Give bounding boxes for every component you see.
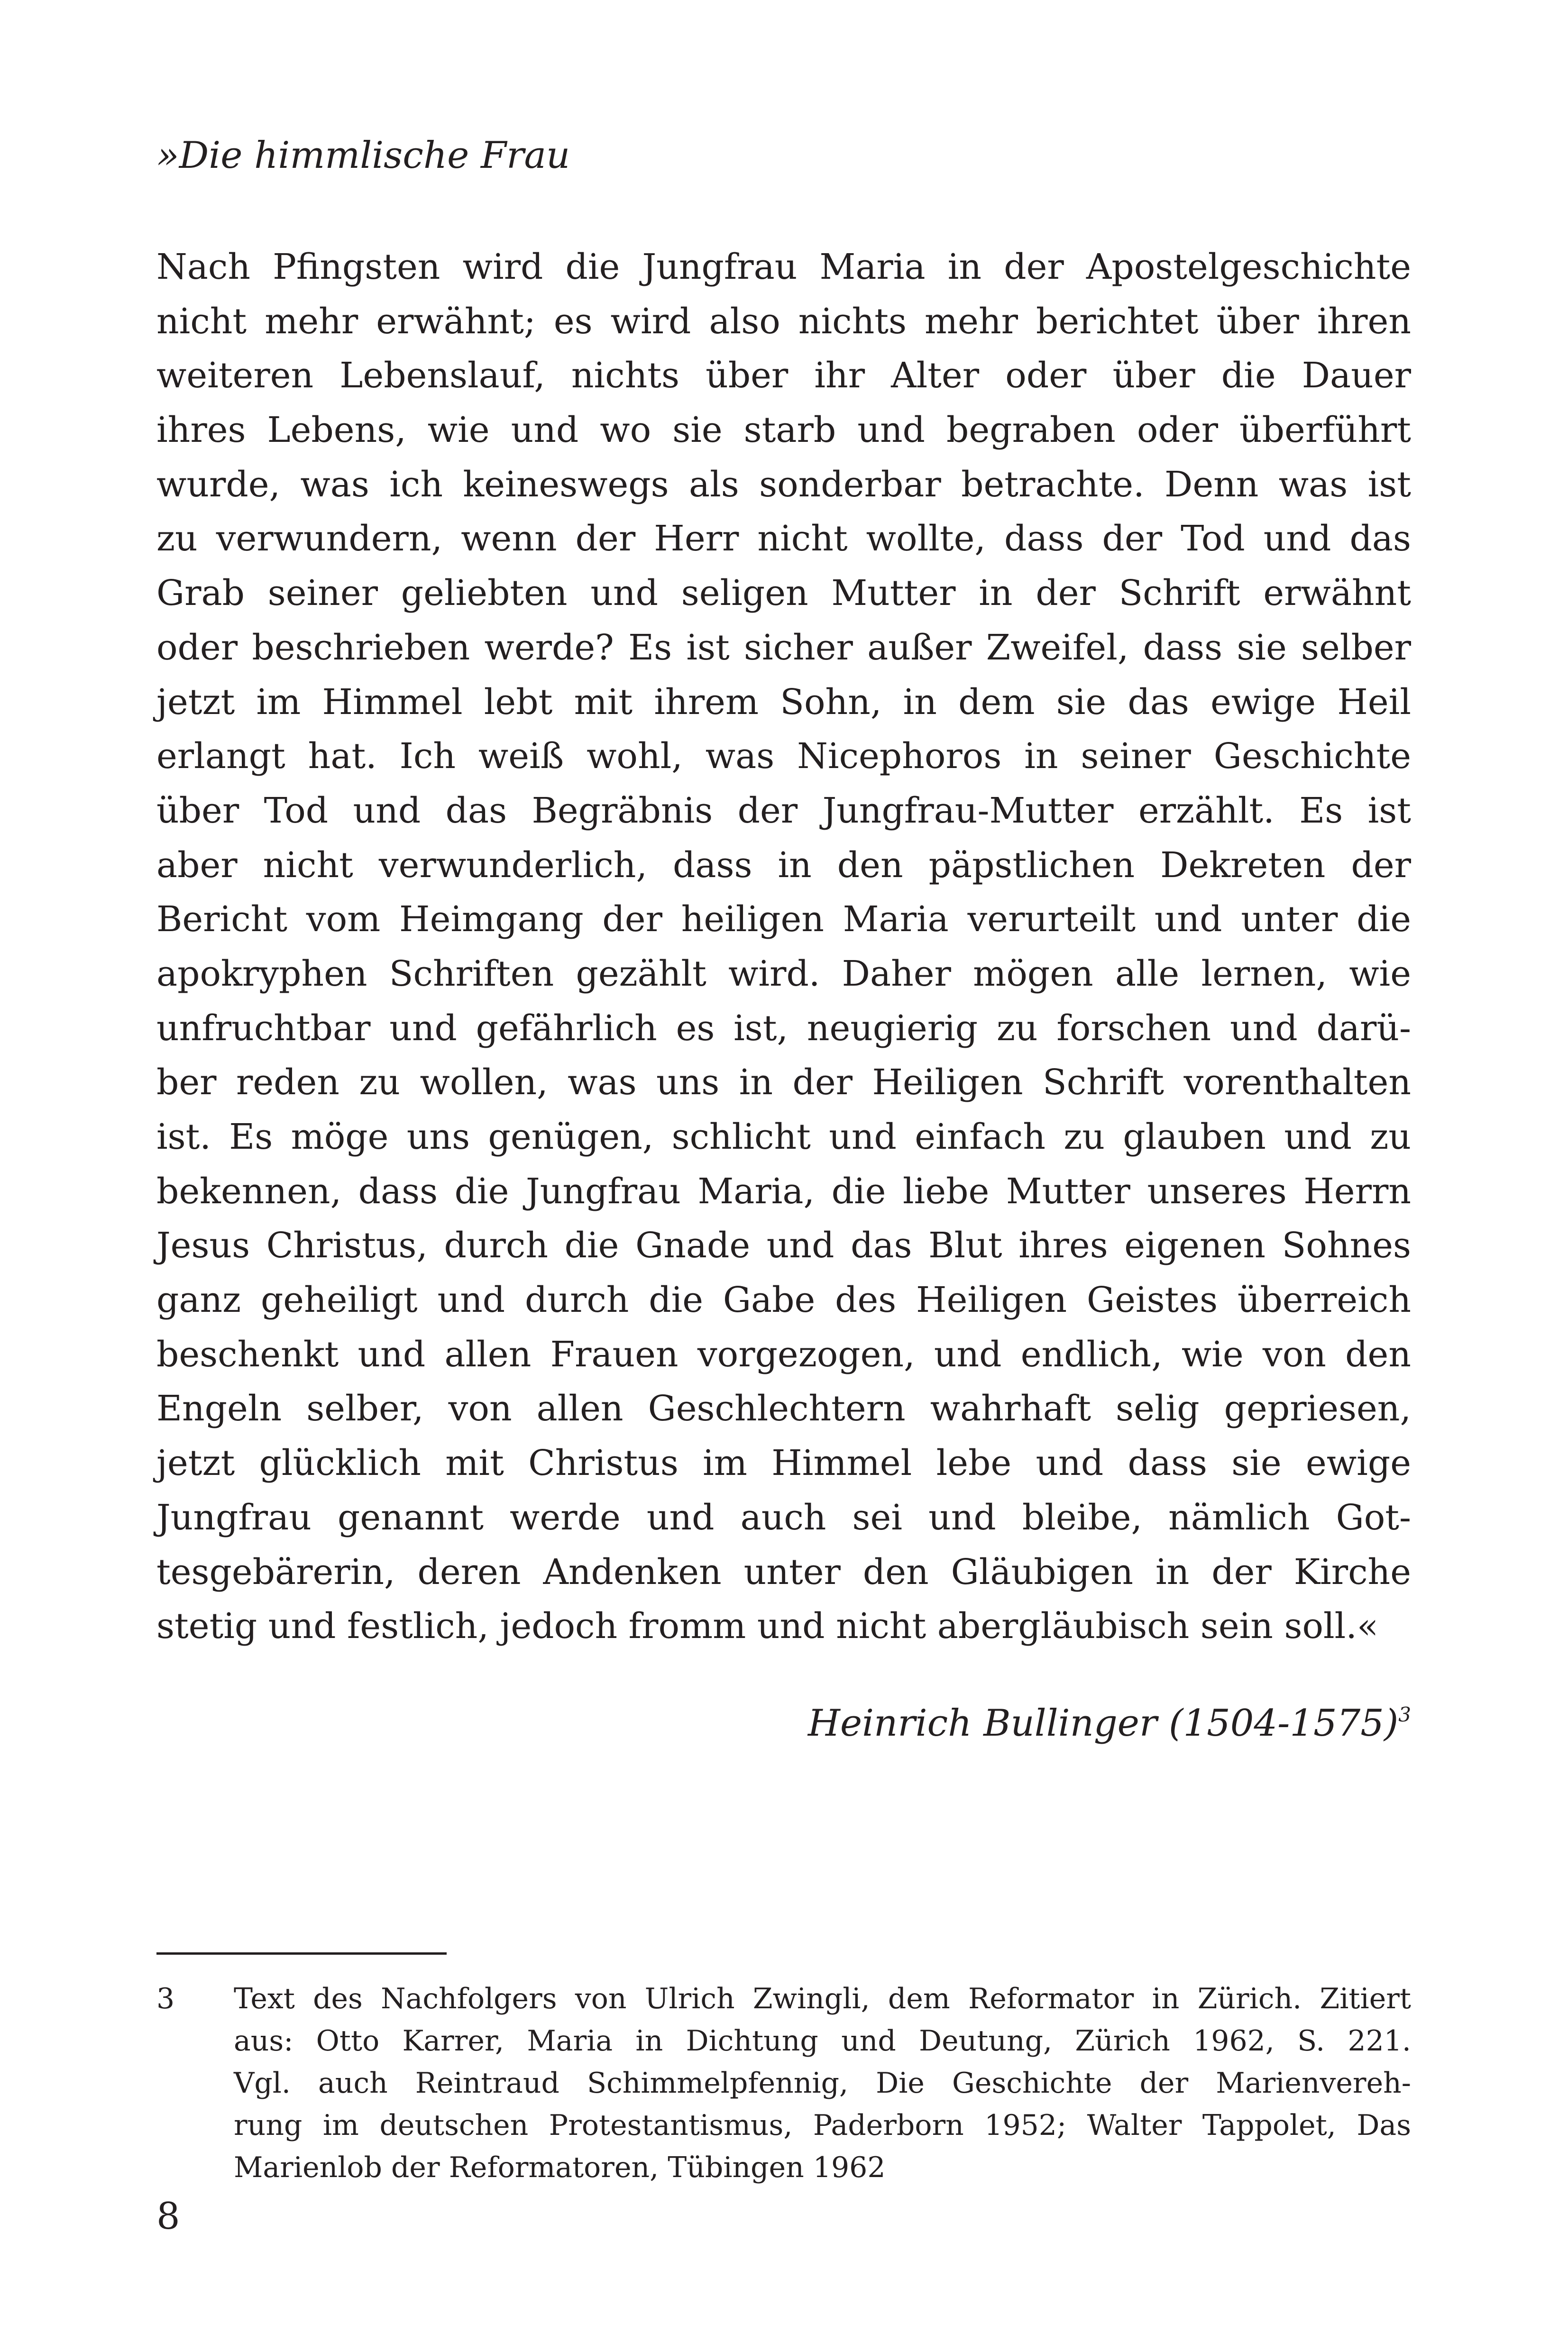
body-line: ber reden zu wollen, was uns in der Heiligen Schrift vorenthalten <box>156 1062 1411 1103</box>
footnote-line: Text des Nachfolgers von Ulrich Zwingli, dem Reformator in Zürich. Zitiert <box>234 1982 1411 2015</box>
body-line: stetig und festlich, jedoch fromm und nicht abergläubisch sein soll.« <box>156 1606 1379 1647</box>
body-line: Engeln selber, von allen Geschlechtern wahrhaft selig gepriesen, <box>156 1388 1411 1429</box>
body-line: über Tod und das Begräbnis der Jungfrau-Mutter erzählt. Es ist <box>156 790 1411 831</box>
body-line: Jungfrau genannt werde und auch sei und bleibe, nämlich Got- <box>156 1497 1411 1538</box>
body-line: ganz geheiligt und durch die Gabe des Heiligen Geistes überreich <box>156 1280 1411 1321</box>
footnote-line: Marienlob der Reformatoren, Tübingen 1962 <box>234 2151 886 2184</box>
body-line: ihres Lebens, wie und wo sie starb und begraben oder überführt <box>156 410 1411 451</box>
body-line: Nach Pfingsten wird die Jungfrau Maria in der Apostelgeschichte <box>156 247 1411 287</box>
body-line: tesgebärerin, deren Andenken unter den Gläubigen in der Kirche <box>156 1551 1411 1592</box>
author-name: Heinrich Bullinger (1504-1575) <box>807 1702 1399 1745</box>
footnote-number: 3 <box>156 1982 175 2015</box>
footnote-text <box>234 1978 1411 2189</box>
body-line: unfruchtbar und gefährlich es ist, neugierig zu forschen und darü- <box>156 1007 1411 1049</box>
body-line: jetzt im Himmel lebt mit ihrem Sohn, in dem sie das ewige Heil <box>156 681 1411 723</box>
footnote-divider <box>156 1952 447 1955</box>
body-line: apokryphen Schriften gezählt wird. Daher mögen alle lernen, wie <box>156 953 1411 994</box>
body-line: bekennen, dass die Jungfrau Maria, die liebe Mutter unseres Herrn <box>156 1171 1411 1212</box>
footnote-line: aus: Otto Karrer, Maria in Dichtung und Deutung, Zürich 1962, S. 221. <box>234 2024 1411 2058</box>
body-line: oder beschrieben werde? Es ist sicher außer Zweifel, dass sie selber <box>156 627 1411 668</box>
body-line: Grab seiner geliebten und seligen Mutter in der Schrift erwähnt <box>156 573 1411 614</box>
footnote-line: rung im deutschen Protestantismus, Paderborn 1952; Walter Tappolet, Das <box>234 2109 1411 2142</box>
body-line: erlangt hat. Ich weiß wohl, was Nicephoros in seiner Geschichte <box>156 736 1411 777</box>
quote-body <box>156 240 1411 1654</box>
body-line: ist. Es möge uns genügen, schlicht und einfach zu glauben und zu <box>156 1117 1411 1157</box>
page-number: 8 <box>156 2195 180 2238</box>
body-line: nicht mehr erwähnt; es wird also nichts mehr berichtet über ihren <box>156 301 1411 342</box>
body-line: Bericht vom Heimgang der heiligen Maria verurteilt und unter die <box>156 899 1411 940</box>
footnote-line: Vgl. auch Reintraud Schimmelpfennig, Die Geschichte der Marienvereh- <box>234 2067 1411 2100</box>
footnote-reference[interactable]: 3 <box>1398 1703 1411 1726</box>
body-line: zu verwundern, wenn der Herr nicht wollte, dass der Tod und das <box>156 518 1411 559</box>
body-line: weiteren Lebenslauf, nichts über ihr Alter oder über die Dauer <box>156 355 1411 396</box>
body-line: jetzt glücklich mit Christus im Himmel lebe und dass sie ewige <box>156 1443 1411 1484</box>
body-line: wurde, was ich keineswegs als sonderbar betrachte. Denn was ist <box>156 464 1411 505</box>
body-line: beschenkt und allen Frauen vorgezogen, und endlich, wie von den <box>156 1334 1411 1375</box>
body-line: aber nicht verwunderlich, dass in den päpstlichen Dekreten der <box>156 844 1411 886</box>
author-attribution <box>808 1697 1411 1749</box>
section-heading: »Die himmlische Frau <box>156 134 570 177</box>
body-line: Jesus Christus, durch die Gnade und das Blut ihres eigenen Sohnes <box>156 1225 1411 1266</box>
